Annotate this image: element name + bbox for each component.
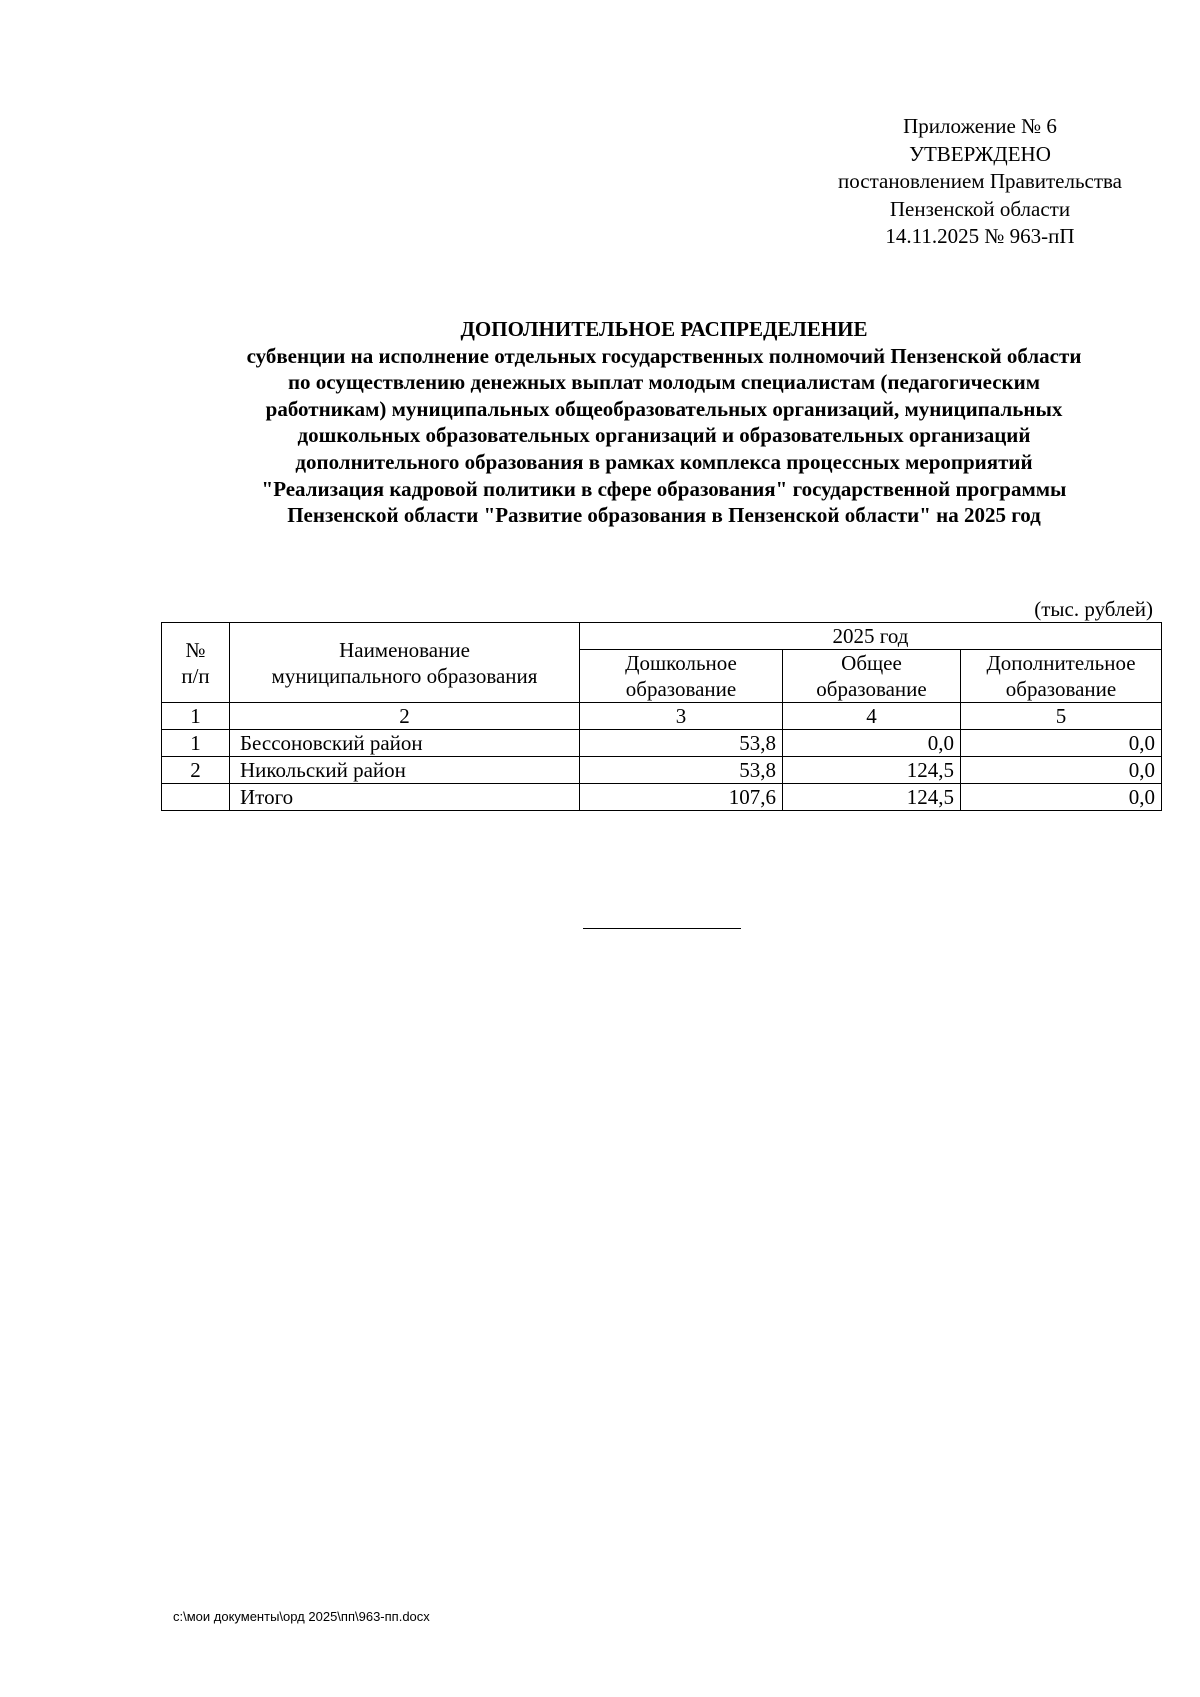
header-additional-line: Дополнительное <box>986 651 1136 675</box>
title-line: по осуществлению денежных выплат молодым специалистам (педагогическим <box>287 370 1041 395</box>
preschool-total: 107,6 <box>580 784 783 811</box>
municipality-name: Никольский район <box>230 757 580 784</box>
column-number: 1 <box>162 703 230 730</box>
appendix-number: Приложение № 6 <box>903 114 1057 138</box>
total-label: Итого <box>230 784 580 811</box>
approved-by: постановлением Правительства <box>837 169 1122 193</box>
header-year: 2025 год <box>580 623 1162 650</box>
title-heading: ДОПОЛНИТЕЛЬНОЕ РАСПРЕДЕЛЕНИЕ <box>460 317 868 341</box>
column-number: 4 <box>783 703 961 730</box>
preschool-value: 53,8 <box>580 730 783 757</box>
general-value: 0,0 <box>783 730 961 757</box>
header-additional <box>961 650 1162 703</box>
end-divider <box>583 928 741 929</box>
header-name <box>230 623 580 703</box>
total-row <box>162 784 1162 811</box>
additional-value: 0,0 <box>961 730 1162 757</box>
units-label: (тыс. рублей) <box>1034 597 1153 621</box>
row-number <box>162 784 230 811</box>
column-number: 2 <box>230 703 580 730</box>
header-name-line: Наименование <box>339 637 470 662</box>
header-general-line: образование <box>816 677 927 701</box>
header-general-line: Общее <box>841 651 902 675</box>
file-path-footer: c:\мои документы\орд 2025\пп\963-пп.docx <box>173 1609 430 1624</box>
column-number-row <box>162 703 1162 730</box>
document-title <box>120 316 1200 529</box>
table-header-row <box>162 623 1162 650</box>
approval-stamp <box>790 113 1170 251</box>
general-total: 124,5 <box>783 784 961 811</box>
additional-value: 0,0 <box>961 757 1162 784</box>
title-line: Пензенской области "Развитие образования в Пензенской области" на 2025 год <box>287 503 1041 528</box>
preschool-value: 53,8 <box>580 757 783 784</box>
row-number: 2 <box>162 757 230 784</box>
header-preschool-line: образование <box>625 677 737 701</box>
decree-date-number: 14.11.2025 № 963-пП <box>885 224 1075 248</box>
header-number-line: № <box>185 637 206 662</box>
header-preschool <box>580 650 783 703</box>
municipality-name: Бессоновский район <box>230 730 580 757</box>
additional-total: 0,0 <box>961 784 1162 811</box>
title-line: дошкольных образовательных организаций и образовательных организаций <box>297 423 1031 448</box>
title-line: дополнительного образования в рамках комплекса процессных мероприятий <box>295 449 1033 474</box>
distribution-table <box>161 622 1162 811</box>
header-name-line: муниципального образования <box>271 663 538 688</box>
header-additional-line: образование <box>1005 677 1117 701</box>
table-row <box>162 730 1162 757</box>
column-number: 3 <box>580 703 783 730</box>
header-preschool-line: Дошкольное <box>625 651 737 675</box>
header-number-line: п/п <box>181 663 210 688</box>
table-row <box>162 757 1162 784</box>
title-line: субвенции на исполнение отдельных государственных полномочий Пензенской области <box>246 343 1082 368</box>
general-value: 124,5 <box>783 757 961 784</box>
header-general <box>783 650 961 703</box>
approved-by-region: Пензенской области <box>889 196 1071 221</box>
title-line: "Реализация кадровой политики в сфере образования" государственной программы <box>261 476 1067 501</box>
column-number: 5 <box>961 703 1162 730</box>
approved-label: УТВЕРЖДЕНО <box>909 141 1051 166</box>
header-number <box>162 623 230 703</box>
row-number: 1 <box>162 730 230 757</box>
title-line: работникам) муниципальных общеобразовательных организаций, муниципальных <box>265 396 1063 421</box>
